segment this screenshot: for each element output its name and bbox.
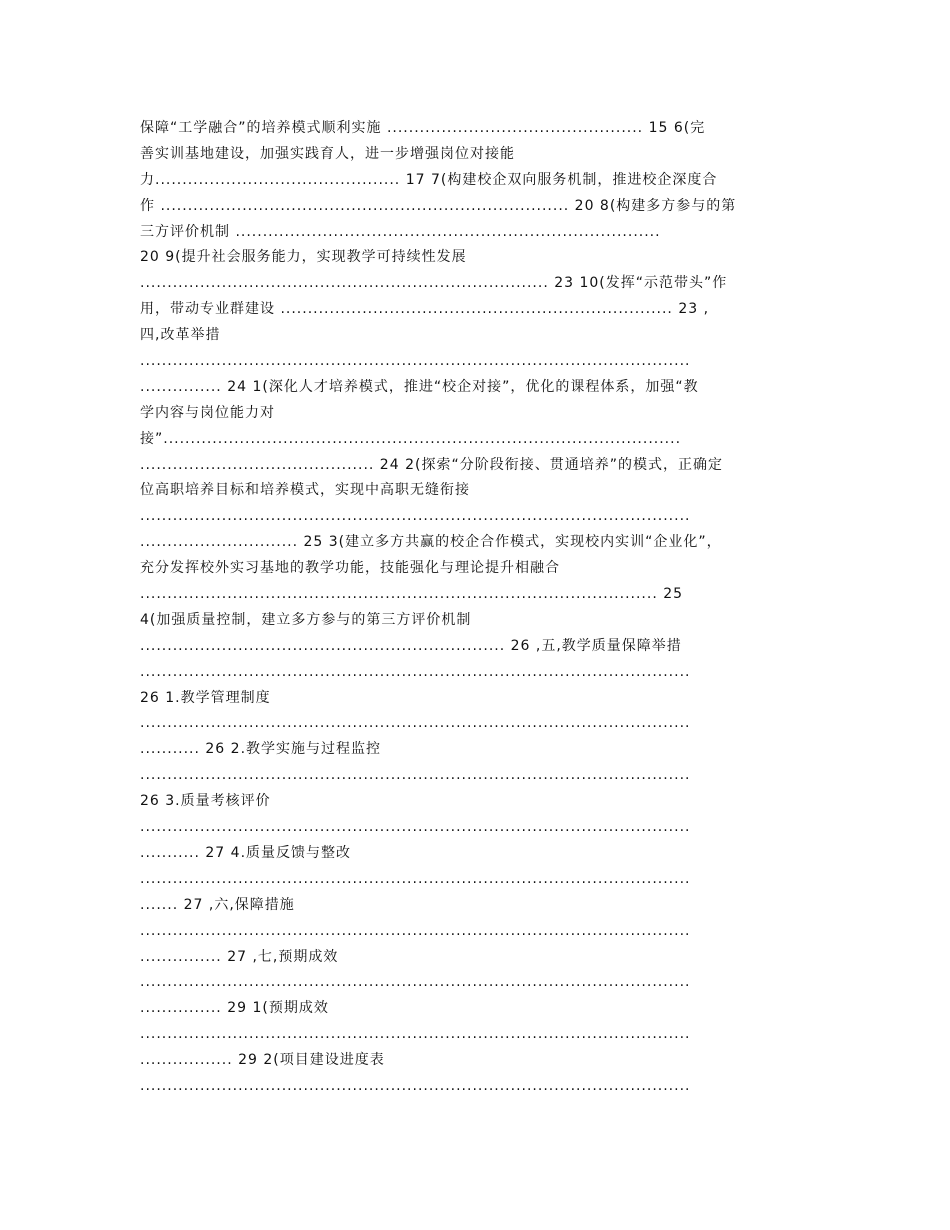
toc-line: 位高职培养目标和培养模式，实现中高职无缝衔接: [140, 482, 470, 499]
toc-line: ........................................................................... 23 10(发挥“示范带头”作: [140, 275, 728, 292]
toc-line: 接”...............................................................................................: [140, 430, 682, 447]
toc-line: ............... 29 1(预期成效: [140, 1000, 329, 1017]
toc-line: ........... 26 2.教学实施与过程监控: [140, 741, 382, 758]
toc-line: .....................................................................................................: [140, 663, 691, 680]
toc-line: ........... 27 4.质量反馈与整改: [140, 844, 352, 861]
toc-line: 力............................................. 17 7(构建校企双向服务机制，推进校企深度合: [140, 171, 718, 188]
toc-line: 4(加强质量控制，建立多方参与的第三方评价机制: [140, 611, 472, 628]
toc-line: ........................................... 24 2(探索“分阶段衔接、贯通培养”的模式，正确定: [140, 456, 723, 473]
toc-line: 善实训基地建设，加强实践育人，进一步增强岗位对接能: [140, 145, 515, 162]
toc-line: ............... 24 1(深化人才培养模式，推进“校企对接”，优化的课程体系，加强“教: [140, 378, 699, 395]
toc-line: .....................................................................................................: [140, 922, 691, 939]
toc-line: 保障“工学融合”的培养模式顺利实施 ............................................... 15 6(完: [140, 120, 706, 136]
toc-line: ................................................................... 26 ,五,教学质量保障举措: [140, 637, 682, 654]
toc-line: .....................................................................................................: [140, 974, 691, 991]
toc-line: ....... 27 ,六,保障措施: [140, 896, 295, 913]
toc-line: 作 ........................................................................... 20 8(构建多方参与的第: [140, 197, 737, 214]
toc-line: .....................................................................................................: [140, 353, 691, 370]
toc-line: ............................. 25 3(建立多方共赢的校企合作模式，实现校内实训“企业化”，: [140, 534, 722, 551]
toc-line: 26 1.教学管理制度: [140, 689, 271, 706]
toc-line: .....................................................................................................: [140, 715, 691, 732]
toc-line: 学内容与岗位能力对: [140, 404, 275, 421]
toc-line: 四,改革举措: [140, 327, 221, 344]
toc-line: ............... 27 ,七,预期成效: [140, 948, 339, 965]
toc-line: 充分发挥校外实习基地的教学功能，技能强化与理论提升相融合: [140, 560, 560, 577]
toc-line: .....................................................................................................: [140, 1077, 691, 1094]
toc-line: .....................................................................................................: [140, 508, 691, 525]
toc-line: 用，带动专业群建设 ........................................................................ 23 ,: [140, 301, 710, 318]
toc-line: 三方评价机制 ..............................................................................: [140, 223, 661, 240]
toc-page: [140, 116, 810, 1100]
toc-line: .....................................................................................................: [140, 767, 691, 784]
toc-line: .....................................................................................................: [140, 819, 691, 836]
toc-line: ............................................................................................... 25: [140, 586, 684, 603]
toc-line: 20 9(提升社会服务能力，实现教学可持续性发展: [140, 249, 467, 266]
toc-line: ................. 29 2(项目建设进度表: [140, 1052, 385, 1069]
toc-line: .....................................................................................................: [140, 870, 691, 887]
toc-line: .....................................................................................................: [140, 1026, 691, 1043]
toc-line: 26 3.质量考核评价: [140, 793, 271, 810]
